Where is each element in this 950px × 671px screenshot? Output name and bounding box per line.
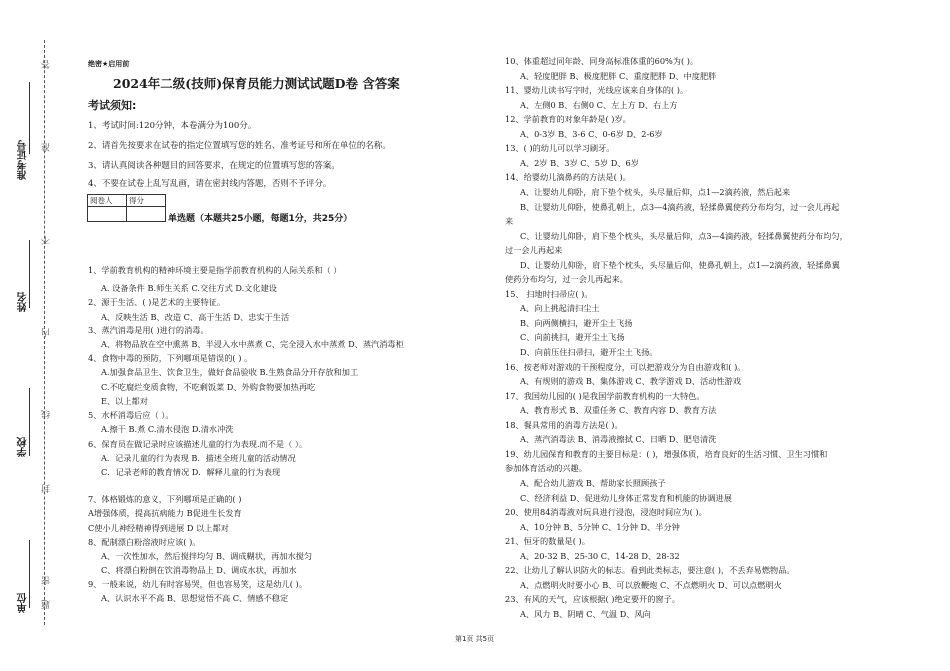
question-stem: 15、 扫地时扫帚应( )。 (505, 288, 593, 299)
question-options: A、一次性加水，然后搅拌均匀 B、调成糊状，再加水搅匀 (101, 551, 313, 561)
reviewer-cell[interactable] (88, 207, 127, 222)
page-footer: 第1页 共5页 (455, 635, 495, 643)
question-stem: 3、蒸汽消毒是用( )进行的消毒。 (88, 325, 209, 335)
notice-item: 1、考试时间:120分钟，本卷满分为100分。 (88, 121, 257, 131)
question-stem: 23、有风的天气，应该根据( )绝定要开的窗子。 (505, 594, 680, 605)
question-options: C．记录老师的教育情况 D．解释儿童的行为表现 (101, 467, 281, 477)
question-options: A、认识水平不高 B、思想觉悟不高 C、情感不稳定 (101, 593, 289, 603)
question-stem: 20、使用84消毒液对玩具进行浸泡，浸泡时间应为( )。 (505, 507, 707, 518)
notice-item: 3、请认真阅读各种题目的回答要求，在规定的位置填写您的答案。 (88, 161, 340, 171)
question-options: 过一会儿再起来 (505, 245, 563, 256)
notice-item: 4、不要在试卷上乱写乱画，请在密封线内答题，否则不予评分。 (88, 179, 332, 189)
question-stem: 13、( )的幼儿可以学习刷牙。 (505, 143, 615, 154)
question-stem: 2、源于生活、( )是艺术的主要特征。 (88, 297, 226, 307)
question-options: A、有规则的游戏 B、集体游戏 C、教学游戏 D、活动性游戏 (520, 376, 741, 387)
id-number-label: 准考证号 (18, 140, 29, 180)
reviewer-header: 阅卷人 (88, 195, 127, 207)
section-title: 单选题（本题共25小题，每题1分，共25分） (168, 214, 353, 224)
question-options: A．记录儿童的行为表现 B．描述全班儿童的活动情况 (101, 453, 296, 463)
question-stem: 7、体格锻炼的意义，下列哪项是正确的( ) (88, 494, 242, 504)
question-stem: 6、保育员在做记录时应该描述儿童的行为表现.而不是（ ）。 (88, 439, 308, 449)
question-stem: 5、水杯消毒后应（ ）。 (88, 410, 174, 420)
question-stem: 19、幼儿园保育和教育的主要目标是：( )，增强体质，培育良好的生活习惯、卫生习惯和 (505, 448, 828, 459)
seal-mark: 密 (42, 576, 52, 585)
question-options: 来 (505, 216, 514, 227)
question-options: A、轻度肥胖 B、极度肥胖 C、重度肥胖 D、中度肥胖 (520, 70, 717, 81)
question-options: C、让婴幼儿仰卧，肩下垫个枕头，头尽量后仰，点3—4滴药液，轻揉鼻翼使药分布均匀， (520, 230, 848, 241)
question-stem: 21、恒牙的数量是( )。 (505, 536, 590, 547)
id-number-blank[interactable] (29, 82, 30, 154)
question-options: A、向上挑起清扫尘土 (520, 303, 600, 314)
question-stem: 8、配制漂白粉溶液时应该( )。 (88, 537, 201, 547)
question-options: A、2岁 B、3岁 C、5岁 D、6岁 (520, 157, 639, 168)
question-stem: 17、我国幼儿园的( )是我国学前教育机构的一大特色。 (505, 390, 705, 401)
question-options: 使药分布均匀，过一会儿再起来。 (505, 274, 628, 285)
question-options: 参加体育活动的兴趣。 (505, 463, 587, 474)
question-options: B、让婴幼儿仰卧，使鼻孔朝上，点3—4滴药液，轻揉鼻翼使药分布均匀，过一会儿再起 (520, 201, 840, 212)
question-options: A、10分钟 B、5分钟 C、1分钟 D、半分钟 (520, 521, 680, 532)
question-stem: 1、学前教育机构的精神环境主要是指学前教育机构的人际关系和（ ） (88, 265, 342, 275)
unit-blank[interactable] (29, 540, 30, 608)
question-options: A、配合幼儿游戏 B、帮助家长照顾孩子 (520, 477, 666, 488)
question-stem: 4、食物中毒的预防，下列哪项是错误的( ) 。 (88, 353, 253, 363)
question-options: A.擦干 B.煮 C.清水侵泡 D.清水冲洗 (101, 424, 234, 434)
question-stem: 12、学前教育的对象年龄是( )岁。 (505, 114, 631, 125)
notice-item: 2、请首先按要求在试卷的指定位置填写您的姓名、准考证号和所在单位的名称。 (88, 141, 391, 151)
question-options: A、将物品放在空中熏蒸 B、半浸入水中蒸煮 C、完全浸入水中蒸煮 D、蒸汽消毒柜 (101, 339, 404, 349)
question-options: D、让婴幼儿仰卧，肩下垫个枕头，头尽量后仰，使鼻孔朝上，点1—2滴药液，轻揉鼻翼 (520, 259, 840, 270)
question-options: C、将漂白粉倒在饮消毒物品上 D、调成水状，再加水 (101, 565, 297, 575)
question-options: A、教育形式 B、双重任务 C、教育内容 D、教育方法 (520, 405, 717, 416)
question-options: C使小儿神经精神得到进展 D 以上都对 (88, 523, 229, 533)
question-stem: 11、婴幼儿读书写字时，光线应该来自身体的( )。 (505, 85, 689, 96)
page-title: 2024年二级(技师)保育员能力测试试题D卷 含答案 (113, 76, 400, 91)
question-options: A、风力 B、阴晴 C、气温 D、风向 (520, 608, 651, 619)
seal-mark: 答 (42, 60, 52, 69)
question-options: A、反映生活 B、改造 C、高于生活 D、忠实于生活 (101, 312, 290, 322)
question-options: A、左侧0 B、右侧0 C、左上方 D、右上方 (520, 99, 678, 110)
seal-mark: 准 (42, 143, 52, 152)
question-options: A、0-3岁 B、3-6 C、0-6岁 D、2-6岁 (520, 128, 663, 139)
question-options: A、点燃明火时要小心 B、可以放鞭炮 C、不点燃明火 D、可以点燃明火 (520, 579, 782, 590)
score-header: 得分 (127, 195, 166, 207)
question-options: C.不吃腐烂变质食物，不吃剩饭菜 D、外购食物要加热再吃 (101, 382, 316, 392)
question-stem: 18、餐具常用的消毒方法是( )。 (505, 419, 623, 430)
question-options: C、经济利益 D、促进幼儿身体正常发育和机能的协调进展 (520, 492, 732, 503)
secret-label: 绝密★启用前 (88, 60, 130, 68)
question-stem: 14、给婴幼儿滴鼻药的方法是( )。 (505, 172, 631, 183)
question-options: A、让婴幼儿仰卧，肩下垫个枕头，头尽量后仰，点1—2滴药液，然后起来 (520, 186, 791, 197)
school-blank[interactable] (29, 388, 30, 456)
binding-margin (0, 0, 70, 671)
school-label: 学校 (18, 437, 29, 457)
question-options: A. 设备条件 B.师生关系 C.交往方式 D.文化建设 (101, 283, 277, 293)
seal-mark: 线 (42, 410, 52, 419)
question-stem: 9、一般来说，幼儿有时容易哭，但也容易笑，这是幼儿( )。 (88, 579, 307, 589)
name-blank[interactable] (29, 240, 30, 308)
question-options: A、蒸汽消毒法 B、消毒液擦拭 C、日晒 D、肥皂清洗 (520, 434, 717, 445)
unit-label: 单位 (18, 593, 29, 613)
question-options: A.加强食品卫生、饮食卫生，做好食品验收 B.生熟食品分开存放和加工 (101, 367, 359, 377)
question-stem: 16、按老师对游戏的干预程度分，可以把游戏分为自由游戏和( )。 (505, 361, 746, 372)
question-stem: 22、让幼儿了解认识防火的标志。看到此类标志，要注意( )，不丢弃易燃物品。 (505, 565, 795, 576)
score-cell[interactable] (127, 207, 166, 222)
question-stem: 10、体重超过同年龄、同身高标准体重的60%为( )。 (505, 56, 699, 66)
question-options: C、向前挑扫，避开尘土飞扬 (520, 332, 625, 343)
question-options: A、20-32 B、25-30 C、14-28 D、28-32 (520, 550, 680, 561)
score-table (87, 194, 166, 222)
name-label: 姓名 (18, 292, 29, 312)
seal-mark: 不 (42, 236, 52, 245)
question-options: A增强体质，提高抗病能力 B促进生长发育 (88, 508, 242, 518)
question-options: E、以上都对 (101, 396, 148, 406)
question-options: D、向前压住扫帚扫，避开尘土飞扬。 (520, 347, 658, 357)
notice-title: 考试须知: (88, 99, 137, 112)
seal-mark: 内 (42, 328, 52, 337)
seal-mark: 封 (42, 484, 52, 493)
seal-mark: 题 (42, 600, 52, 609)
question-options: B、向两侧横扫，避开尘土飞扬 (520, 317, 633, 328)
